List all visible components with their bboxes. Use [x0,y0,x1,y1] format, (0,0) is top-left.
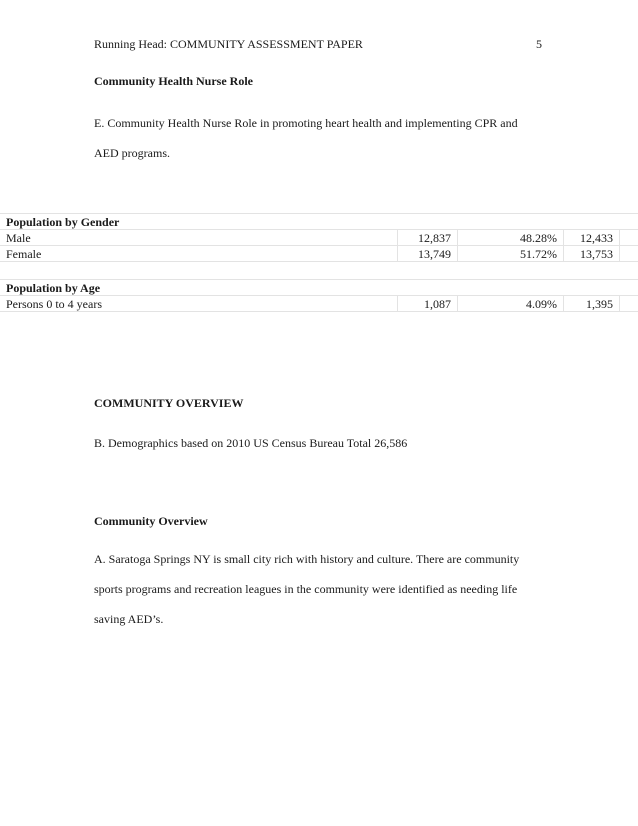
row-count: 1,087 [398,296,458,312]
page-number: 5 [536,37,542,51]
table-row [0,296,638,312]
table-row [0,230,638,246]
table-row [0,246,638,262]
demographics-paragraph: B. Demographics based on 2010 US Census Bureau Total 26,586 [94,436,408,450]
section-heading-community-overview: Community Overview [94,514,208,528]
overview-paragraph-line-3: saving AED’s. [94,612,164,626]
row-extra-cell [620,246,638,262]
overview-paragraph-line-2: sports programs and recreation leagues in the community were identified as needing life [94,582,518,596]
row-percent: 48.28% [458,230,564,246]
overview-paragraph-line-1: A. Saratoga Springs NY is small city rich with history and culture. There are community [94,552,520,566]
section-label-age: Population by Age [6,281,101,295]
row-label: Male [0,230,398,246]
population-table [0,214,638,312]
row-count: 12,837 [398,230,458,246]
table-section-row [0,280,638,296]
nurse-role-paragraph-line-1: E. Community Health Nurse Role in promoting heart health and implementing CPR and [94,116,518,130]
row-count-2: 13,753 [564,246,620,262]
section-label-gender: Population by Gender [6,215,120,229]
row-count-2: 12,433 [564,230,620,246]
section-heading-community-overview-caps: COMMUNITY OVERVIEW [94,396,244,410]
row-extra-cell [620,296,638,312]
row-percent: 51.72% [458,246,564,262]
running-head: Running Head: COMMUNITY ASSESSMENT PAPER [94,37,363,51]
table-spacer-row [0,262,638,280]
row-count: 13,749 [398,246,458,262]
row-count-2: 1,395 [564,296,620,312]
section-heading-nurse-role: Community Health Nurse Role [94,74,253,88]
row-percent: 4.09% [458,296,564,312]
row-extra-cell [620,230,638,246]
nurse-role-paragraph-line-2: AED programs. [94,146,170,160]
row-label: Female [0,246,398,262]
row-label: Persons 0 to 4 years [0,296,398,312]
table-section-row [0,214,638,230]
